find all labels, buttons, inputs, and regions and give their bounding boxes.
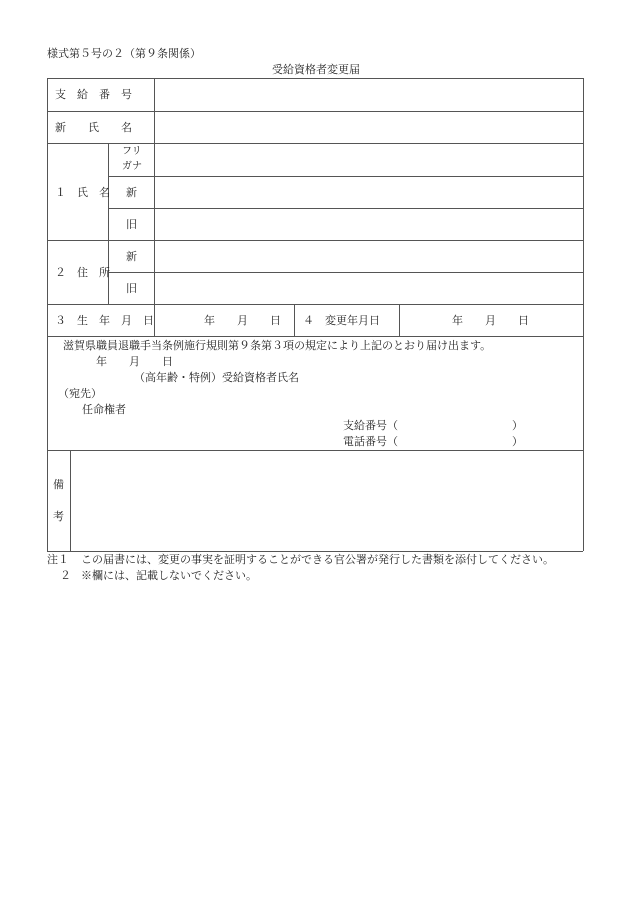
address-group-label: ２ 住 所 [55, 266, 110, 279]
name-new-field[interactable] [155, 177, 582, 207]
payment-number-label: 支 給 番 号 [55, 88, 132, 101]
address-old-field[interactable] [155, 273, 582, 303]
change-date-label: ４ 変更年月日 [303, 314, 380, 327]
declaration-statement: 滋賀県職員退職手当条例施行規則第９条第３項の規定により上記のとおり届け出ます。 [63, 339, 492, 352]
appointing-authority-label: 任命権者 [82, 403, 126, 416]
payment-number-field[interactable] [155, 79, 582, 110]
furigana-label-line2: ガナ [122, 161, 142, 172]
note-1-text: この届書には、変更の事実を証明することができる官公署が発行した書類を添付してください。 [81, 553, 554, 566]
payment-number-close-paren: ） [512, 419, 523, 432]
birth-date-ymd[interactable]: 年 月 日 [204, 314, 281, 327]
address-new-field[interactable] [155, 241, 582, 271]
note-1-number: 注１ [47, 553, 69, 566]
phone-number-label: 電話番号（ [343, 435, 398, 448]
new-name-label: 新 氏 名 [55, 121, 132, 134]
remarks-label-2: 考 [53, 510, 64, 523]
change-date-ymd[interactable]: 年 月 日 [452, 314, 529, 327]
name-old-field[interactable] [155, 209, 582, 239]
applicant-name-label: （高年齢・特例）受給資格者氏名 [134, 371, 299, 384]
note-2-number: ２ [60, 569, 71, 582]
note-2-text: ※欄には、記載しないでください。 [81, 569, 257, 582]
declaration-date[interactable]: 年 月 日 [96, 355, 173, 368]
name-old-label: 旧 [126, 218, 137, 231]
furigana-label-line1: フリ [122, 146, 142, 157]
phone-number-field[interactable] [400, 434, 508, 449]
name-group-label: １ 氏 名 [55, 186, 110, 199]
name-new-label: 新 [126, 186, 137, 199]
phone-number-close-paren: ） [512, 435, 523, 448]
form-title: 受給資格者変更届 [272, 63, 360, 76]
address-new-label: 新 [126, 250, 137, 263]
form-number: 様式第５号の２（第９条関係） [47, 47, 201, 60]
addressee-label: （宛先） [58, 387, 102, 400]
declaration-payment-number-label: 支給番号（ [343, 419, 398, 432]
furigana-field[interactable] [155, 144, 582, 175]
declaration-payment-number-field[interactable] [400, 418, 508, 433]
birth-date-label: ３ 生 年 月 日 [55, 314, 154, 327]
remarks-field[interactable] [71, 451, 582, 550]
address-old-label: 旧 [126, 282, 137, 295]
remarks-label-1: 備 [53, 478, 64, 491]
new-name-field[interactable] [155, 112, 582, 142]
